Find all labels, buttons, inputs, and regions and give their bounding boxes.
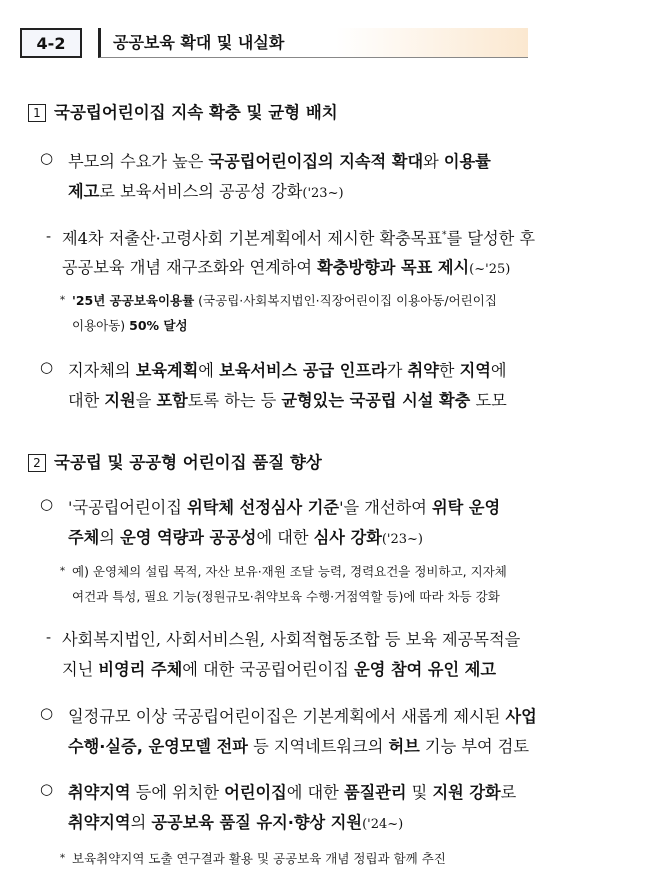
- subsection-1-title: [28, 99, 338, 123]
- section-header: [20, 28, 540, 60]
- section-title: 공공보육 확대 및 내실화: [98, 28, 528, 58]
- asterisk-note-icon: *: [60, 295, 65, 306]
- circle-bullet-icon: ○: [40, 149, 54, 167]
- paragraph-line: 공공보육 개념 재구조화와 연계하여 확충방향과 목표 제시(~'25): [62, 258, 511, 277]
- paragraph-line: 지닌 비영리 주체에 대한 국공립어린이집 운영 참여 유인 제고: [62, 660, 497, 679]
- subsection-title-text: 국공립어린이집 지속 확충 및 균형 배치: [54, 103, 338, 122]
- boxed-number: 2: [28, 454, 46, 472]
- paragraph-line: 일정규모 이상 국공립어린이집은 기본계획에서 새롭게 제시된 사업: [68, 707, 537, 726]
- note-line: 예) 운영체의 설립 목적, 자산 보유·재원 조달 능력, 경력요건을 정비하고, 지자체: [72, 564, 507, 579]
- asterisk-note-icon: *: [60, 566, 65, 577]
- subsection-2-title: [28, 449, 322, 473]
- note-line: 여건과 특성, 필요 기능(정원규모·취약보육 수행·거점역할 등)에 따라 차등 강화: [72, 589, 500, 604]
- paragraph-line: 지자체의 보육계획에 보육서비스 공급 인프라가 취약한 지역에: [68, 361, 507, 380]
- circle-bullet-icon: ○: [40, 780, 54, 798]
- note-line: 보육취약지역 도출 연구결과 활용 및 공공보육 개념 정립과 함께 추진: [72, 851, 446, 866]
- dash-bullet-icon: -: [46, 227, 52, 245]
- paragraph-line: 취약지역 등에 위치한 어린이집에 대한 품질관리 및 지원 강화로: [68, 783, 517, 802]
- paragraph-line: 대한 지원을 포함토록 하는 등 균형있는 국공립 시설 확충 도모: [68, 391, 507, 410]
- circle-bullet-icon: ○: [40, 704, 54, 722]
- subsection-title-text: 국공립 및 공공형 어린이집 품질 향상: [54, 453, 322, 472]
- paragraph-line: 제고로 보육서비스의 공공성 강화('23~): [68, 182, 344, 201]
- note-line: '25년 공공보육이용률 (국공립·사회복지법인·직장어린이집 이용아동/어린이집: [72, 293, 497, 308]
- section-number-badge: 4-2: [20, 28, 82, 58]
- note-line: 이용아동) 50% 달성: [72, 318, 188, 333]
- paragraph-line: 취약지역의 공공보육 품질 유지·향상 지원('24~): [68, 813, 404, 832]
- asterisk-note-icon: *: [60, 853, 65, 864]
- boxed-number: 1: [28, 104, 46, 122]
- circle-bullet-icon: ○: [40, 358, 54, 376]
- circle-bullet-icon: ○: [40, 495, 54, 513]
- paragraph-line: 사회복지법인, 사회서비스원, 사회적협동조합 등 보육 제공목적을: [62, 630, 521, 649]
- paragraph-line: 부모의 수요가 높은 국공립어린이집의 지속적 확대와 이용률: [68, 152, 491, 171]
- paragraph-line: 수행·실증, 운영모델 전파 등 지역네트워크의 허브 기능 부여 검토: [68, 737, 530, 756]
- paragraph-line: 주체의 운영 역량과 공공성에 대한 심사 강화('23~): [68, 528, 423, 547]
- paragraph-line: '국공립어린이집 위탁체 선정심사 기준'을 개선하여 위탁 운영: [68, 498, 501, 517]
- dash-bullet-icon: -: [46, 628, 52, 646]
- paragraph-line: 제4차 저출산·고령사회 기본계획에서 제시한 확충목표*를 달성한 후: [62, 229, 536, 248]
